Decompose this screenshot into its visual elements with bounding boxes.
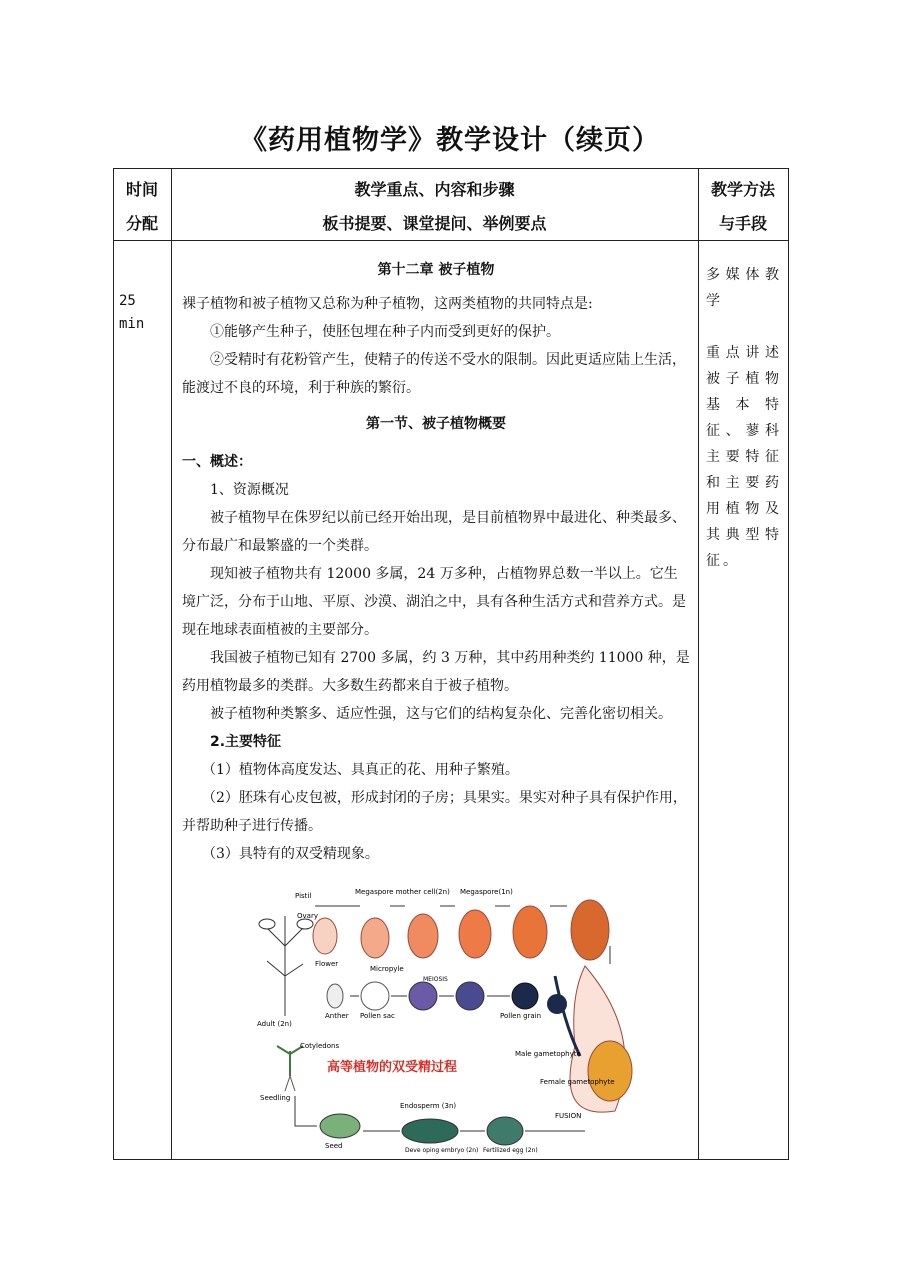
seed-development-stage: [320, 1114, 523, 1145]
label-ovary: Ovary: [297, 912, 318, 920]
adult-plant-icon: [259, 916, 313, 1016]
label-developing-embryo: Deve oping embryo (2n): [405, 1147, 479, 1154]
paragraph: 被子植物早在侏罗纪以前已经开始出现，是目前植物界中最进化、种类最多、分布最广和最繁盛的一个类群。: [182, 510, 686, 554]
table-divider: [171, 169, 172, 1159]
label-megaspore-mother: Megaspore mother cell(2n): [355, 888, 450, 896]
label-megaspore: Megaspore(1n): [460, 888, 513, 896]
double-fertilization-diagram: [255, 886, 655, 1154]
female-gametophyte-icon: [547, 966, 632, 1112]
paragraph: 我国被子植物已知有 2700 多属，约 3 万种，其中药用种类约 11000 种，是药用植物最多的类群。大多数生药都来自于被子植物。: [182, 650, 690, 694]
label-endosperm: Endosperm (3n): [400, 1102, 457, 1110]
label-seedling: Seedling: [260, 1094, 291, 1102]
label-pistil: Pistil: [295, 892, 312, 900]
table-divider: [698, 169, 699, 1159]
intro-text: 裸子植物和被子植物又总称为种子植物，这两类植物的共同特点是:: [182, 296, 593, 312]
method-multimedia: 多媒体教学: [706, 267, 782, 309]
label-adult: Adult (2n): [257, 1020, 292, 1028]
label-seed: Seed: [325, 1142, 343, 1150]
point-1: ①能够产生种子，使胚包埋在种子内而受到更好的保护。: [210, 324, 560, 340]
feature-3: （3）具特有的双受精现象。: [202, 846, 379, 862]
paragraph: 现知被子植物共有 12000 多属，24 万多种，占植物界总数一半以上。它生境广泛，分布于山地、平原、沙漠、湖泊之中，具有各种生活方式和营养方式。是现在地球表面植被的主要部分。: [182, 566, 686, 638]
label-fertilized-egg: Fertilized egg (2n): [483, 1147, 538, 1154]
subheading-resources: 1、资源概况: [210, 482, 289, 498]
header-time: 时间 分配: [125, 180, 158, 233]
seedling-icon: [277, 1046, 303, 1091]
label-meiosis: MEIOSIS: [423, 976, 448, 983]
label-male-gametophyte: Male gametophyte: [515, 1050, 581, 1058]
time-allocation: 25 min: [119, 293, 145, 332]
section-title: 第一节、被子植物概要: [366, 416, 506, 432]
ovule-stage: [313, 900, 609, 960]
overview-heading: 一、概述：: [182, 454, 252, 470]
label-anther: Anther: [325, 1012, 349, 1020]
figure-caption: 高等植物的双受精过程: [327, 1060, 458, 1075]
header-content: 教学重点、内容和步骤 板书提要、课堂提问、举例要点: [322, 180, 547, 233]
header-method: 教学方法 与手段: [710, 180, 775, 233]
page-title: 《药用植物学》教学设计（续页）: [240, 125, 660, 156]
subheading-features: 2.主要特征: [210, 734, 282, 750]
chapter-title: 第十二章 被子植物: [377, 262, 495, 278]
feature-2: （2）胚珠有心皮包被，形成封闭的子房；具果实。果实对种子具有保护作用，并帮助种子进行传播。: [182, 790, 687, 834]
label-flower: Flower: [315, 960, 339, 968]
label-cotyledons: Cotyledons: [300, 1042, 340, 1050]
content-body: [182, 256, 690, 868]
label-micropyle: Micropyle: [370, 965, 404, 973]
teaching-method: [706, 262, 782, 574]
label-fusion: FUSION: [555, 1112, 582, 1120]
method-focus: 重点讲述被子植物基本特征、蓼科主要特征和主要药用植物及其典型特征。: [706, 345, 782, 569]
label-pollen-sac: Pollen sac: [360, 1012, 395, 1020]
label-female-gametophyte: Female gametophyte: [540, 1078, 615, 1086]
label-pollen-grain: Pollen grain: [500, 1012, 542, 1020]
paragraph: 被子植物种类繁多、适应性强，这与它们的结构复杂化、完善化密切相关。: [210, 706, 672, 722]
feature-1: （1）植物体高度发达、具真正的花、用种子繁殖。: [202, 762, 519, 778]
point-2: ②受精时有花粉管产生，使精子的传送不受水的限制。因此更适应陆上生活，能渡过不良的环境，利于种族的繁衍。: [182, 352, 686, 396]
